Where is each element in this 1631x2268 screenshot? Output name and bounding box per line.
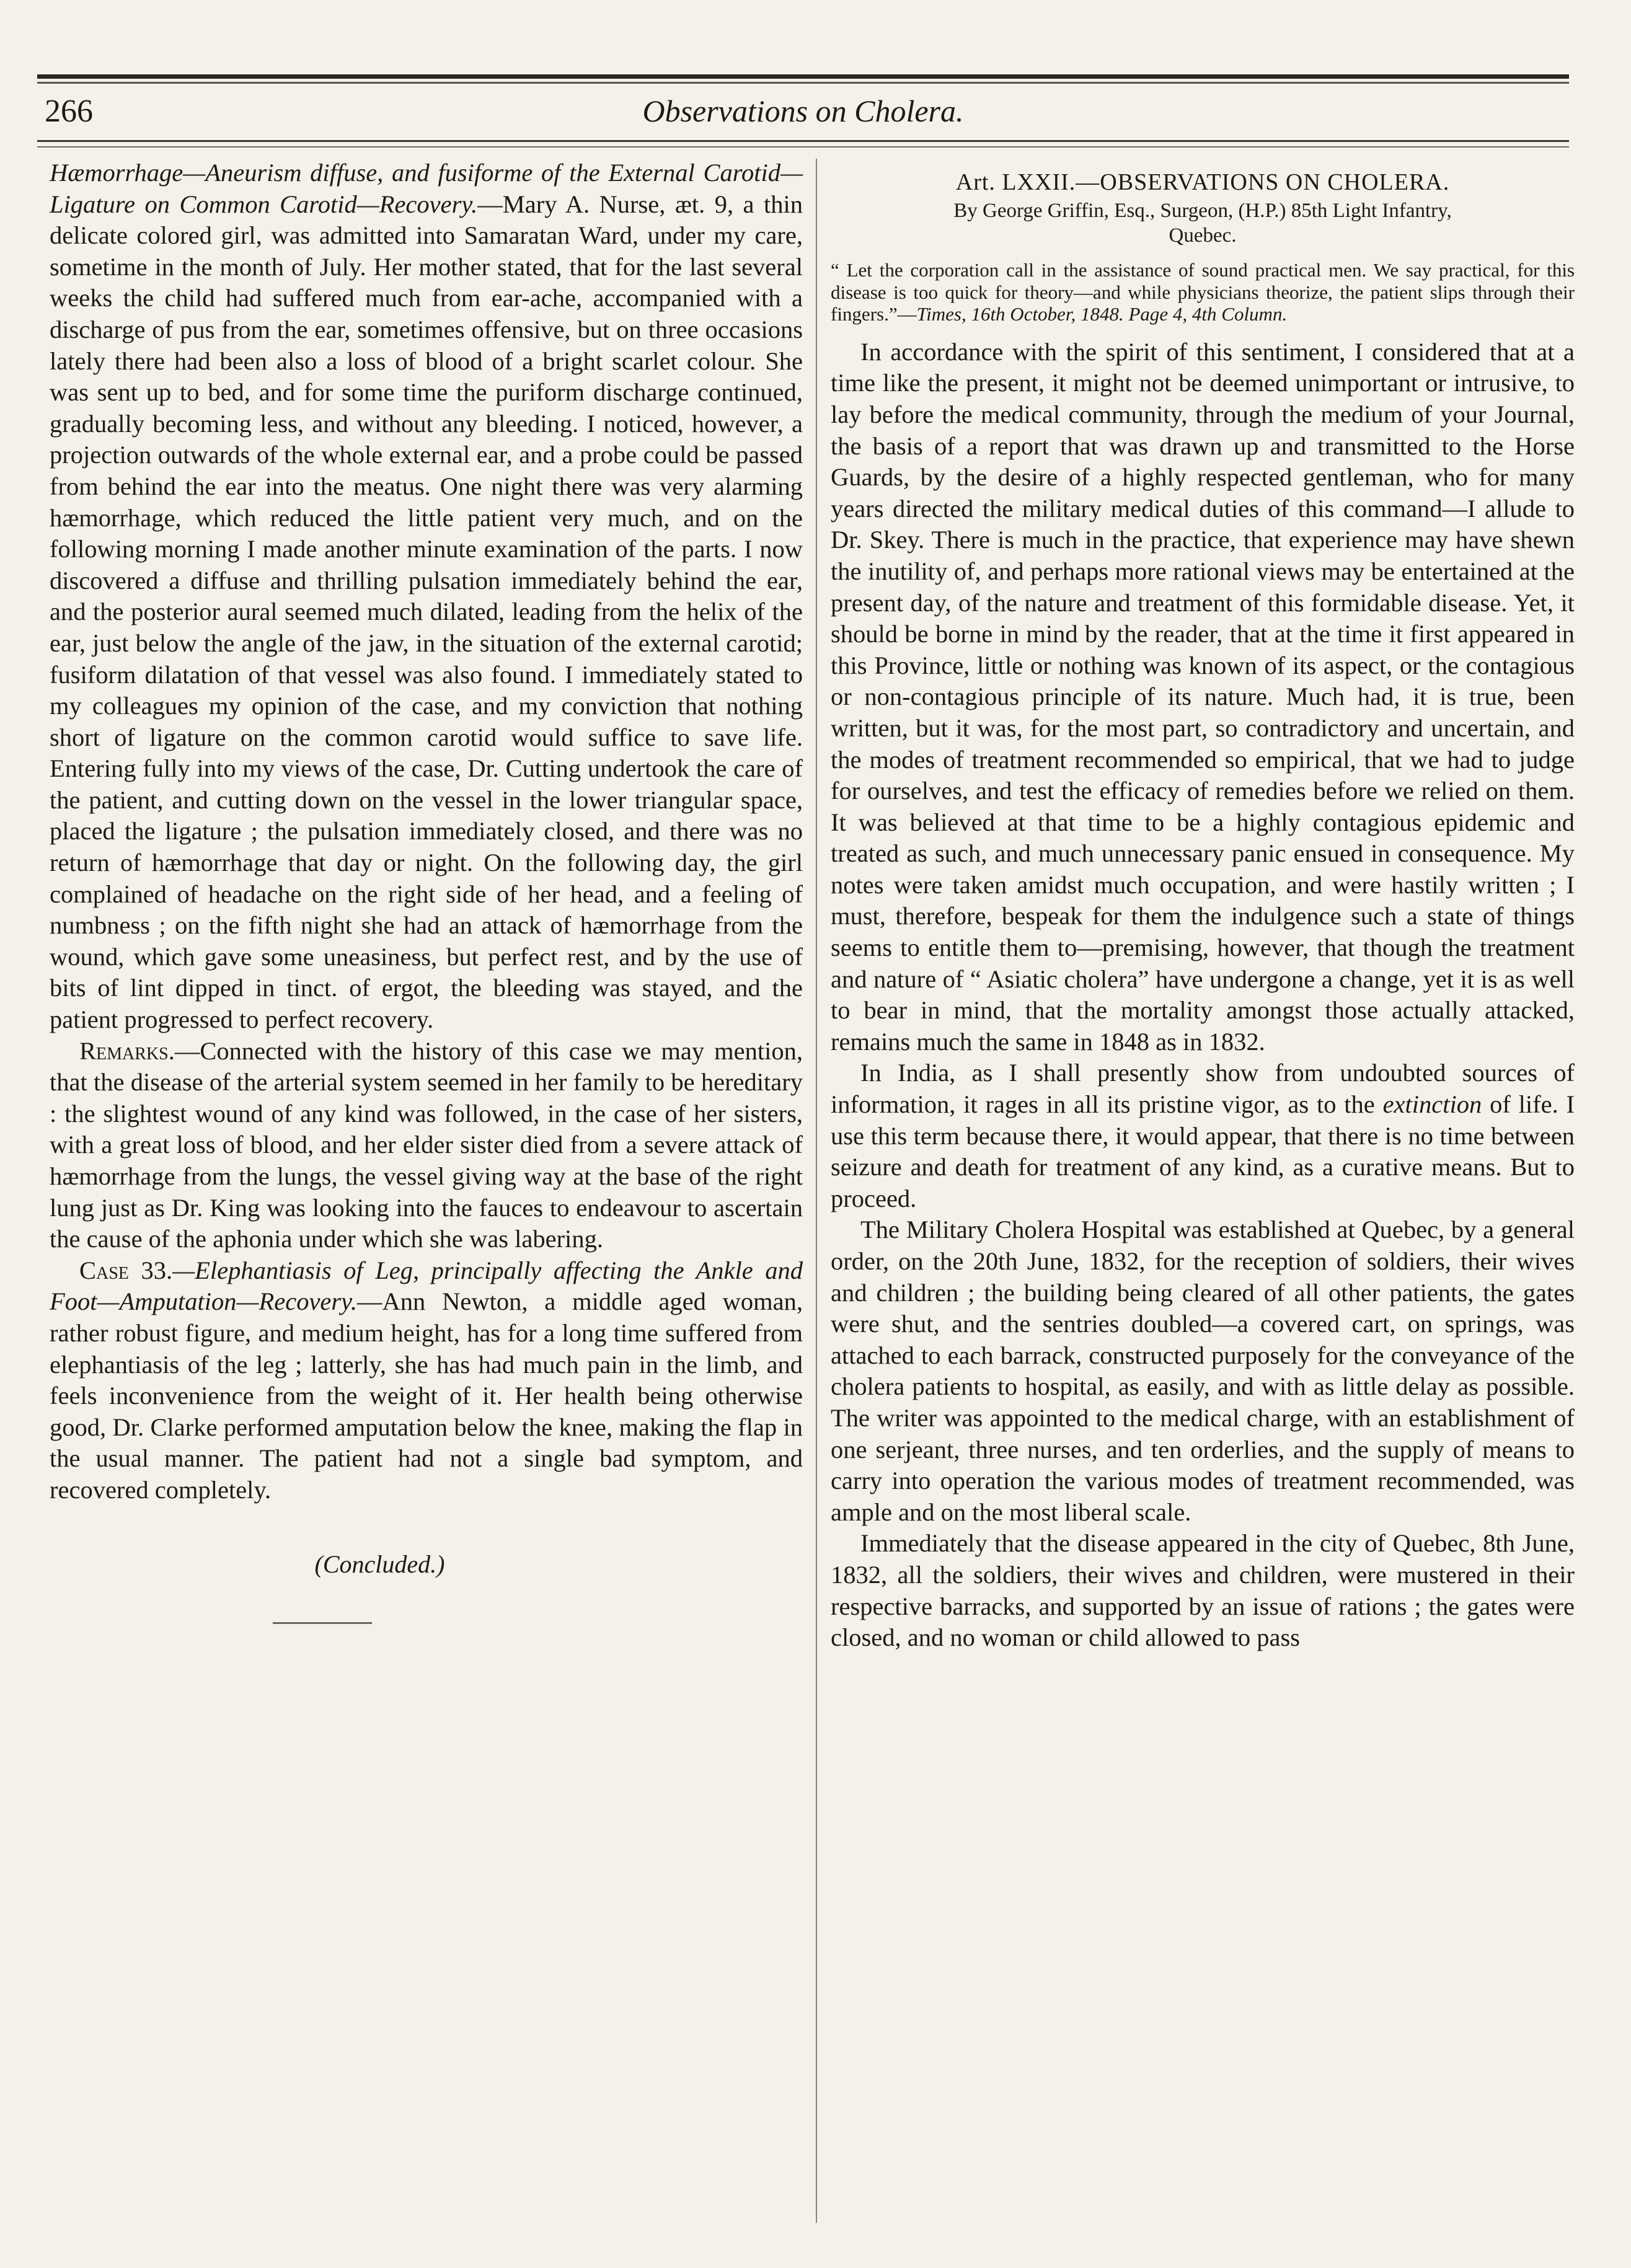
epigraph-source: Times, 16th October, 1848. Page 4, 4th Column.	[916, 303, 1288, 325]
case-paragraph	[50, 157, 803, 1036]
paragraph-2-text-b: of life. I use this term because there, it would appear, that there is no time between seizure and death for treatment of any kind, as a curative means. But to proceed.	[831, 1090, 1575, 1212]
concluded-note: (Concluded.)	[314, 1550, 445, 1578]
column-divider	[816, 159, 817, 2223]
epigraph-text: “ Let the corporation call in the assistance of sound practical men. We say practical, for this disease is too quick for theory—and while physicians theorize, the patient slips through their fingers.”—	[831, 259, 1575, 325]
epigraph	[831, 259, 1575, 325]
header-rule-thin	[37, 146, 1569, 148]
right-column	[831, 157, 1575, 1654]
case-body: —Mary A. Nurse, æt. 9, a thin delicate colored girl, was admitted into Samaratan Ward, under my care, sometime in the month of July. Her mother stated, that for the last several weeks the child had suffered much from ear-ache, accompanied with a discharge of pus from the ear, sometimes offensive, but on three occasions lately there had been also a loss of blood of a bright scarlet colour. She was sent up to bed, and for some time the puriform discharge continued, gradually becoming less, and without any bleeding. I noticed, however, a projection outwards of the whole external ear, and a probe could be passed from behind the ear into the meatus. One night there was very alarming hæmorrhage, which reduced the little patient very much, and on the following morning I made another minute examination of the parts. I now discovered a diffuse and thrilling pulsation immediately behind the ear, and the posterior aural seemed much dilated, leading from the helix of the ear, just below the angle of the jaw, in the situation of the external carotid; fusiform dilatation of that vessel was also found. I immediately stated to my colleagues my opinion of the case, and my conviction that nothing short of ligature on the common carotid would suffice to save life. Entering fully into my views of the case, Dr. Cutting undertook the care of the patient, and cutting down on the vessel in the lower triangular space, placed the ligature ; the pulsation immediately closed, and there was no return of hæmorrhage that day or night. On the following day, the girl complained of headache on the right side of her head, and a feeling of numbness ; on the fifth night she had an attack of hæmorrhage from the wound, which gave some uneasiness, but perfect rest, and by the use of bits of lint dipped in tinct. of ergot, the bleeding was stayed, and the patient progressed to perfect recovery.	[50, 190, 803, 1034]
case33-heading: —Elephantiasis of Leg, principally affecting the Ankle and Foot—Amputation—Recovery.	[50, 1256, 803, 1316]
end-rule	[273, 1622, 372, 1624]
page-number: 266	[45, 94, 93, 129]
paragraph-1: In accordance with the spirit of this sentiment, I considered that at a time like the present, it might not be deemed unimportant or intrusive, to lay before the medical community, through the medium of your Journal, the basis of a report that was drawn up and transmitted to the Horse Guards, by the desire of a highly respected gentleman, who for many years directed the military medical duties of this command—I allude to Dr. Skey. There is much in the practice, that experience may have shewn the inutility of, and perhaps more rational views may be entertained at the present day, of the nature and treatment of this formidable disease. Yet, it should be borne in mind by the reader, that at the time it first appeared in this Province, little or nothing was known of its aspect, or the contagious or non-contagious principle of its nature. Much had, it is true, been written, but it was, for the most part, so contradictory and uncertain, and the modes of treatment recommended so empirical, that we had to judge for ourselves, and test the efficacy of remedies before we relied on them. It was believed at that time to be a highly contagious epidemic and treated as such, and much unnecessary panic ensued in consequence. My notes were taken amidst much occupation, and were hastily written ; I must, therefore, bespeak for them the indulgence such a state of things seems to entitle them to—premising, however, that though the treatment and nature of “ Asiatic cholera” have undergone a change, yet it is as well to bear in mind, that the mortality amongst those actually attacked, remains much the same in 1848 as in 1832.	[831, 337, 1575, 1056]
remarks-body: —Connected with the history of this case we may mention, that the disease of the arterial system seemed in her family to be hereditary : the slightest wound of any kind was followed, in the case of her sisters, with a great loss of blood, and her elder sister died from a severe attack of hæmorrhage from the lungs, the vessel giving way at the base of the right lung just as Dr. King was looking into the fauces to endeavour to ascertain the cause of the aphonia under which she was labering.	[50, 1036, 803, 1253]
page-header	[37, 93, 1569, 143]
paragraph-2-italic: extinction	[1382, 1090, 1482, 1119]
case-heading: Hæmorrhage—Aneurism diffuse, and fusiforme of the External Carotid—Ligature on Common Carotid—Recovery.	[50, 159, 803, 218]
remarks-label: Remarks.	[79, 1036, 175, 1065]
byline-location: Quebec.	[1169, 224, 1237, 247]
case33-body: —Ann Newton, a middle aged woman, rather robust figure, and medium height, has for a long time suffered from elephantiasis of the leg ; latterly, she has had much pain in the limb, and feels inconvenience from the weight of it. Her health being otherwise good, Dr. Clarke performed amputation below the knee, making the flap in the usual manner. The patient had not a single bad symptom, and recovered completely.	[50, 1287, 803, 1504]
article-title: Art. LXXII.—OBSERVATIONS ON CHOLERA.	[955, 169, 1450, 195]
remarks-paragraph	[50, 1036, 803, 1255]
running-title: Observations on Cholera.	[642, 94, 964, 128]
case33-paragraph	[50, 1255, 803, 1506]
paragraph-3: The Military Cholera Hospital was established at Quebec, by a general order, on the 20th June, 1832, for the reception of soldiers, their wives and children ; the building being cleared of all other patients, the gates were shut, and the sentries doubled—a covered cart, on springs, was attached to each barrack, constructed purposely for the conveyance of the cholera patients to hospital, as easily, and with as little delay as possible. The writer was appointed to the medical charge, with an establishment of one serjeant, three nurses, and ten orderlies, and the supply of means to carry into operation the various modes of treatment recommended, was ample and on the most liberal scale.	[831, 1216, 1575, 1526]
paragraph-4: Immediately that the disease appeared in the city of Quebec, 8th June, 1832, all the soldiers, their wives and children, were mustered in their respective barracks, and supported by an issue of rations ; the gates were closed, and no woman or child allowed to pass	[831, 1529, 1575, 1652]
left-column	[50, 157, 803, 1624]
byline: By George Griffin, Esq., Surgeon, (H.P.) 85th Light Infantry,	[953, 200, 1452, 222]
top-rule-thin	[37, 82, 1569, 84]
top-rule	[37, 74, 1569, 79]
paragraph-2-text-a: In India, as I shall presently show from undoubted sources of information, it rages in all its pristine vigor, as to the	[831, 1059, 1575, 1119]
case33-label: Case 33.	[79, 1256, 173, 1284]
paragraph-2	[831, 1057, 1575, 1214]
header-rule	[37, 140, 1569, 142]
